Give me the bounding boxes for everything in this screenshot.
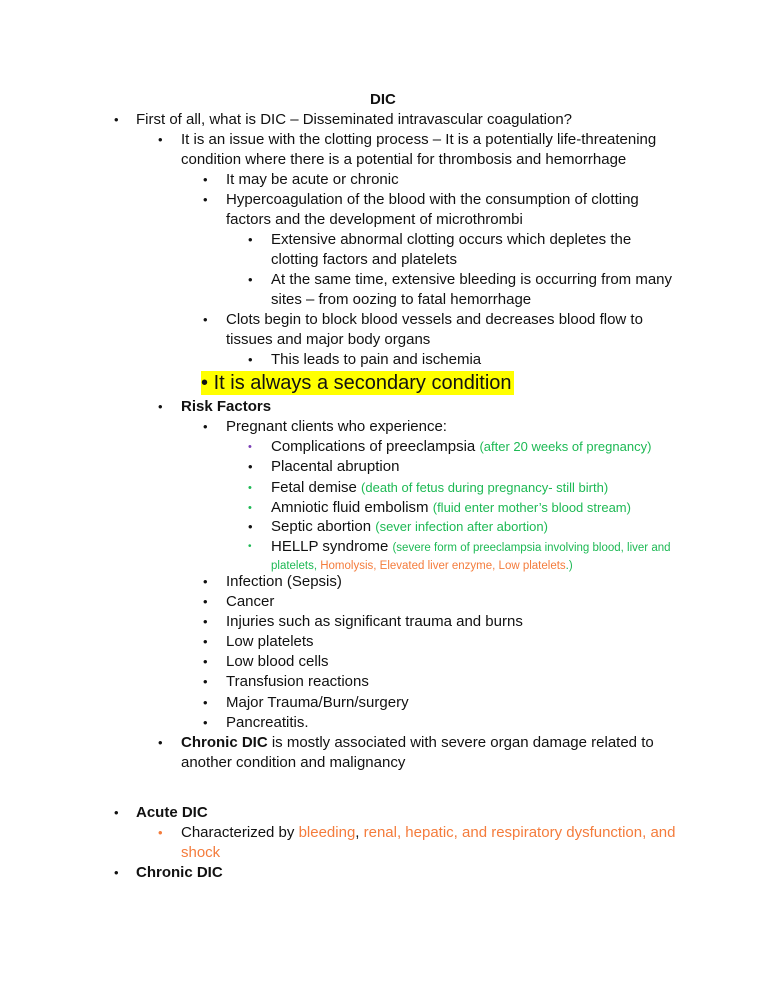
bullet: •: [201, 372, 209, 394]
bullet: •: [203, 594, 208, 609]
bullet: •: [158, 735, 163, 750]
text-line: [181, 734, 654, 752]
text-line: factors and the development of microthrombi: [226, 211, 523, 228]
bullet: •: [114, 865, 119, 880]
bullet: •: [203, 634, 208, 649]
bullet: •: [248, 441, 252, 453]
note: (fluid enter mother’s blood stream): [432, 500, 631, 515]
text-line: [271, 518, 548, 536]
text-line: clotting factors and platelets: [271, 251, 457, 268]
text-line: Placental abruption: [271, 458, 400, 475]
note: (severe form of preeclampsia involving blood, liver and: [392, 542, 671, 554]
item: Fetal demise: [271, 479, 357, 496]
doc-title: DIC: [370, 91, 396, 108]
item: Complications of preeclampsia: [271, 438, 476, 455]
note: platelets,: [271, 560, 318, 572]
bullet: •: [248, 459, 253, 474]
acute-dic-heading: Acute DIC: [136, 804, 208, 821]
bullet: •: [248, 541, 252, 552]
text: is mostly associated with severe organ damage related to: [267, 734, 654, 751]
item: Septic abortion: [271, 518, 372, 535]
text-line: [271, 499, 631, 517]
chronic-dic-term: Chronic DIC: [181, 734, 268, 751]
bullet: •: [203, 614, 208, 629]
bullet: •: [248, 352, 253, 367]
bullet: •: [203, 192, 208, 207]
bullet: •: [114, 805, 119, 820]
text-line: It is an issue with the clotting process – It is a potentially life-threatening: [181, 131, 657, 148]
text-line: Low blood cells: [226, 653, 329, 670]
chronic-dic-heading: Chronic DIC: [136, 864, 223, 881]
item: HELLP syndrome: [271, 538, 389, 555]
bullet: •: [203, 574, 208, 589]
text-line: sites – from oozing to fatal hemorrhage: [271, 291, 532, 308]
text: Characterized by: [181, 824, 299, 841]
text-line: Clots begin to block blood vessels and decreases blood flow to: [226, 311, 643, 328]
note: (sever infection after abortion): [375, 519, 548, 534]
text-line: [181, 824, 675, 842]
text-line: [271, 479, 608, 497]
note: (after 20 weeks of pregnancy): [479, 439, 652, 454]
text-line: Injuries such as significant trauma and burns: [226, 613, 523, 630]
text-line: condition where there is a potential for thrombosis and hemorrhage: [181, 151, 627, 168]
bullet: •: [203, 654, 208, 669]
highlighted-line: [201, 371, 514, 395]
bullet: •: [248, 482, 252, 494]
text-line: Hypercoagulation of the blood with the consumption of clotting: [226, 191, 639, 208]
text-line: This leads to pain and ischemia: [271, 351, 482, 368]
bullet: •: [158, 825, 163, 840]
text-line: Cancer: [226, 593, 275, 610]
note-orange: Homolysis, Elevated liver enzyme, Low platelets: [320, 560, 566, 572]
bullet: •: [203, 172, 208, 187]
bullet: •: [248, 272, 253, 287]
bullet: •: [158, 399, 163, 414]
text-line: Extensive abnormal clotting occurs which depletes the: [271, 231, 632, 248]
text-line: tissues and major body organs: [226, 331, 431, 348]
text-line: Infection (Sepsis): [226, 573, 342, 590]
text-line: [271, 538, 671, 557]
bullet: •: [203, 312, 208, 327]
orange-text: bleeding: [298, 824, 356, 841]
text-line: It may be acute or chronic: [226, 171, 399, 188]
text: ,: [355, 824, 360, 841]
orange-text: renal, hepatic, and respiratory dysfunction, and: [359, 824, 676, 841]
note: (death of fetus during pregnancy- still birth): [361, 480, 609, 495]
text-line: Major Trauma/Burn/surgery: [226, 694, 409, 711]
bullet: •: [203, 695, 208, 710]
text-line: [271, 438, 651, 456]
bullet: •: [248, 502, 252, 514]
text-line: Pregnant clients who experience:: [226, 418, 447, 435]
bullet: •: [114, 112, 119, 127]
risk-factors-heading: Risk Factors: [181, 398, 272, 415]
bullet: •: [203, 674, 208, 689]
text-line: First of all, what is DIC – Disseminated intravascular coagulation?: [136, 111, 573, 128]
item: Amniotic fluid embolism: [271, 499, 429, 516]
bullet: •: [248, 232, 253, 247]
text-line: Transfusion reactions: [226, 673, 369, 690]
text-line: Low platelets: [226, 633, 314, 650]
text-line: Pancreatitis.: [226, 714, 309, 731]
bullet: •: [248, 519, 253, 534]
text-line: At the same time, extensive bleeding is occurring from many: [271, 271, 673, 288]
text-line: another condition and malignancy: [181, 754, 406, 771]
secondary-condition-text: It is always a secondary condition: [213, 372, 512, 394]
bullet: •: [158, 132, 163, 147]
note: .): [565, 560, 573, 572]
bullet: •: [203, 715, 208, 730]
bullet: •: [203, 419, 208, 434]
text-line: shock: [181, 844, 221, 861]
